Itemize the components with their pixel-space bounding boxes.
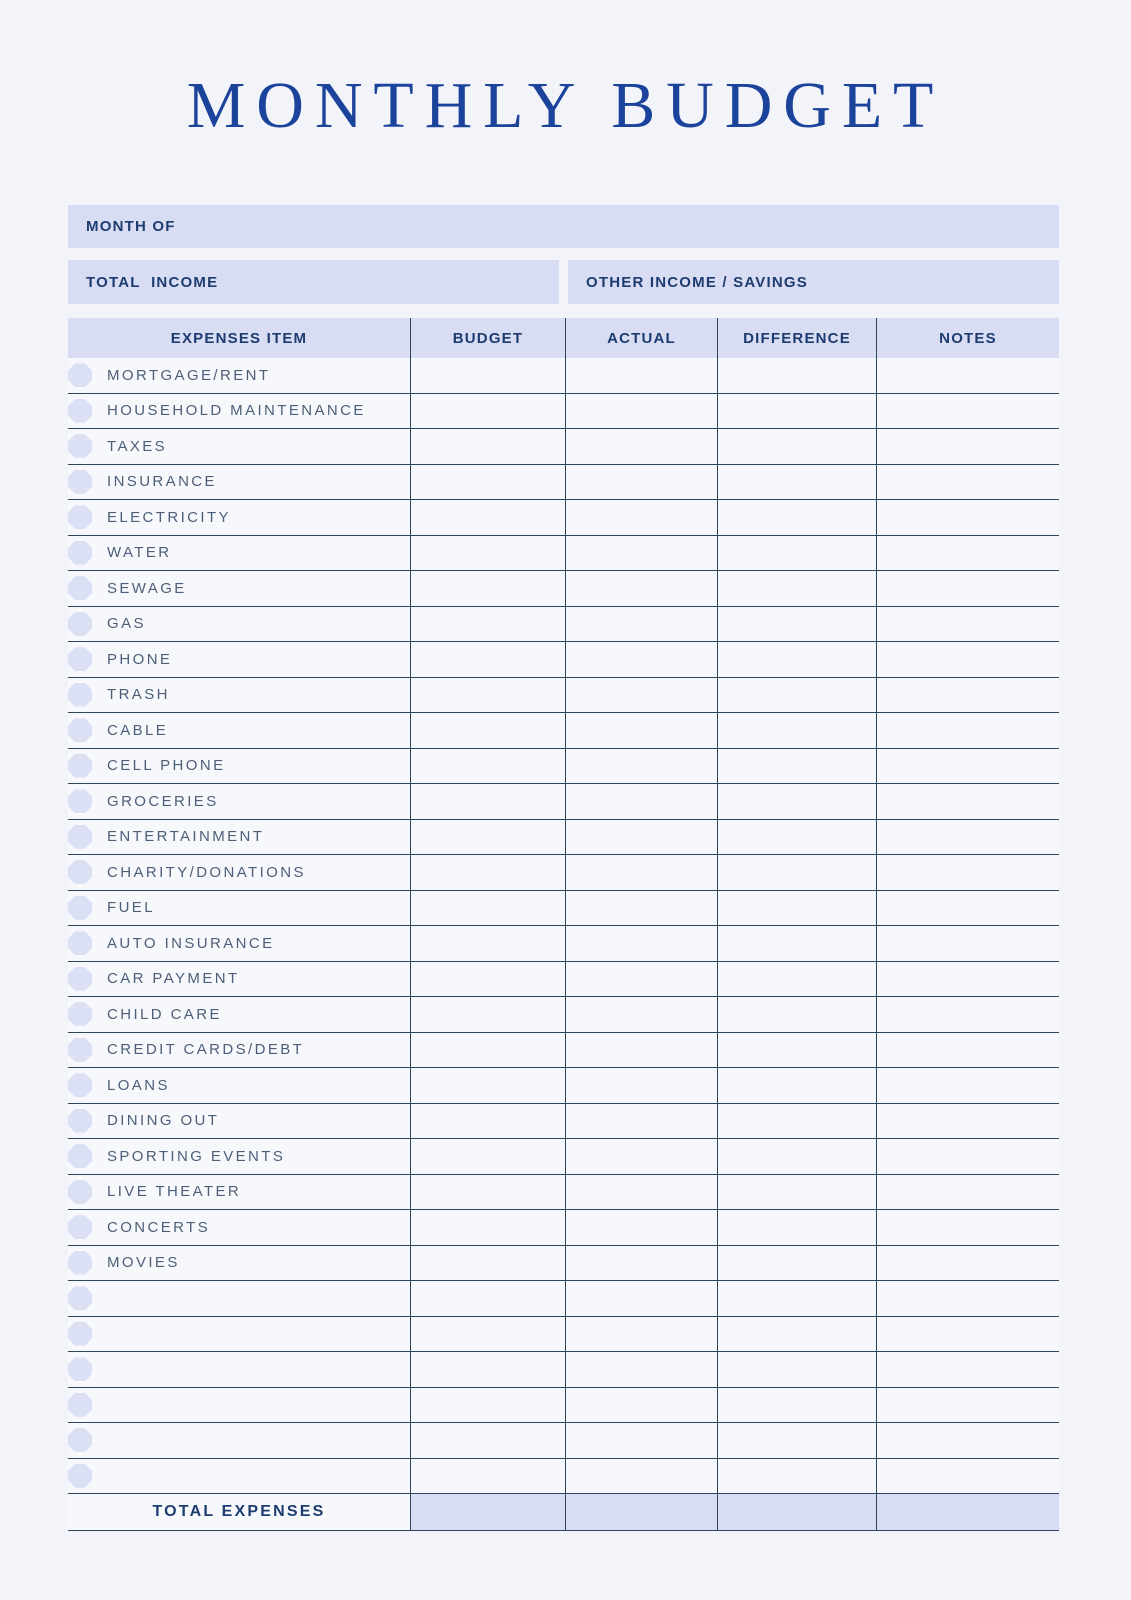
- expense-row: [68, 1175, 1059, 1211]
- table-header-row: [68, 318, 1059, 358]
- notes-cell[interactable]: [876, 1068, 1059, 1103]
- difference-cell[interactable]: [717, 1104, 876, 1139]
- bullet-icon: [68, 576, 92, 600]
- difference-cell[interactable]: [717, 429, 876, 464]
- expense-row: [68, 891, 1059, 927]
- bullet-icon: [68, 1109, 92, 1133]
- budget-cell[interactable]: [410, 571, 565, 606]
- notes-cell[interactable]: [876, 429, 1059, 464]
- expense-item-label: CAR PAYMENT: [107, 970, 240, 988]
- month-of-field[interactable]: [68, 205, 1059, 248]
- notes-cell[interactable]: [876, 891, 1059, 926]
- notes-cell[interactable]: [876, 926, 1059, 961]
- expense-item-label: CONCERTS: [107, 1218, 211, 1236]
- bullet-icon: [68, 1357, 92, 1381]
- notes-cell[interactable]: [876, 962, 1059, 997]
- notes-cell[interactable]: [876, 536, 1059, 571]
- budget-cell[interactable]: [410, 394, 565, 429]
- notes-cell[interactable]: [876, 642, 1059, 677]
- expense-row: [68, 571, 1059, 607]
- bullet-icon: [68, 683, 92, 707]
- expense-item-cell: [68, 536, 410, 571]
- difference-cell[interactable]: [717, 997, 876, 1032]
- actual-cell[interactable]: [565, 1033, 717, 1068]
- expense-item-label: FUEL: [107, 899, 155, 917]
- difference-cell[interactable]: [717, 607, 876, 642]
- expense-item-label: ELECTRICITY: [107, 508, 231, 526]
- expense-item-cell: [68, 891, 410, 926]
- expense-item-cell: [68, 465, 410, 500]
- budget-cell[interactable]: [410, 713, 565, 748]
- actual-cell[interactable]: [565, 855, 717, 890]
- notes-cell[interactable]: [876, 1104, 1059, 1139]
- difference-cell[interactable]: [717, 642, 876, 677]
- expense-row: [68, 1104, 1059, 1140]
- expense-item-cell: [68, 607, 410, 642]
- bullet-icon: [68, 896, 92, 920]
- bullet-icon: [68, 754, 92, 778]
- expense-row: [68, 713, 1059, 749]
- budget-cell[interactable]: [410, 678, 565, 713]
- expense-item-cell: [68, 749, 410, 784]
- expense-row: [68, 678, 1059, 714]
- actual-cell[interactable]: [565, 713, 717, 748]
- actual-cell[interactable]: [565, 1210, 717, 1245]
- expense-row: [68, 536, 1059, 572]
- actual-cell[interactable]: [565, 1352, 717, 1387]
- difference-cell[interactable]: [717, 713, 876, 748]
- header-budget: BUDGET: [410, 318, 565, 358]
- difference-cell[interactable]: [717, 926, 876, 961]
- actual-cell[interactable]: [565, 642, 717, 677]
- difference-cell[interactable]: [717, 1352, 876, 1387]
- budget-cell[interactable]: [410, 1175, 565, 1210]
- budget-cell[interactable]: [410, 1210, 565, 1245]
- bullet-icon: [68, 1322, 92, 1346]
- expenses-table: [68, 318, 1059, 1531]
- expense-item-label: GAS: [107, 615, 146, 633]
- budget-cell[interactable]: [410, 429, 565, 464]
- actual-cell[interactable]: [565, 607, 717, 642]
- difference-cell[interactable]: [717, 465, 876, 500]
- expense-row: [68, 358, 1059, 394]
- bullet-icon: [68, 1144, 92, 1168]
- expense-row: [68, 997, 1059, 1033]
- actual-cell[interactable]: [565, 784, 717, 819]
- notes-cell[interactable]: [876, 1175, 1059, 1210]
- expense-item-label: DINING OUT: [107, 1112, 220, 1130]
- expense-item-label: ENTERTAINMENT: [107, 828, 265, 846]
- expense-row-empty: [68, 1281, 1059, 1317]
- table-body: [68, 358, 1059, 1494]
- expense-item-cell: [68, 678, 410, 713]
- notes-cell[interactable]: [876, 1423, 1059, 1458]
- expense-item-cell: [68, 500, 410, 535]
- budget-cell[interactable]: [410, 1281, 565, 1316]
- expense-item-label: HOUSEHOLD MAINTENANCE: [107, 402, 366, 420]
- total-difference-cell[interactable]: [717, 1494, 876, 1530]
- difference-cell[interactable]: [717, 962, 876, 997]
- notes-cell[interactable]: [876, 571, 1059, 606]
- budget-cell[interactable]: [410, 1033, 565, 1068]
- actual-cell[interactable]: [565, 1388, 717, 1423]
- notes-cell[interactable]: [876, 1459, 1059, 1494]
- bullet-icon: [68, 860, 92, 884]
- difference-cell[interactable]: [717, 678, 876, 713]
- budget-cell[interactable]: [410, 1246, 565, 1281]
- budget-cell[interactable]: [410, 749, 565, 784]
- actual-cell[interactable]: [565, 394, 717, 429]
- expense-item-cell[interactable]: [68, 1459, 410, 1494]
- expense-row-empty: [68, 1352, 1059, 1388]
- notes-cell[interactable]: [876, 855, 1059, 890]
- expense-item-cell: [68, 1068, 410, 1103]
- expense-row: [68, 855, 1059, 891]
- notes-cell[interactable]: [876, 749, 1059, 784]
- bullet-icon: [68, 967, 92, 991]
- difference-cell[interactable]: [717, 1423, 876, 1458]
- budget-cell[interactable]: [410, 891, 565, 926]
- month-of-label: MONTH OF: [86, 218, 176, 235]
- expense-row: [68, 465, 1059, 501]
- expense-item-cell: [68, 1175, 410, 1210]
- actual-cell[interactable]: [565, 749, 717, 784]
- actual-cell[interactable]: [565, 571, 717, 606]
- expense-row: [68, 926, 1059, 962]
- actual-cell[interactable]: [565, 1459, 717, 1494]
- expense-item-cell: [68, 926, 410, 961]
- header-difference: DIFFERENCE: [717, 318, 876, 358]
- expense-item-cell: [68, 1210, 410, 1245]
- other-income-label: OTHER INCOME / SAVINGS: [586, 273, 808, 291]
- expense-row: [68, 1139, 1059, 1175]
- difference-cell[interactable]: [717, 1175, 876, 1210]
- difference-cell[interactable]: [717, 1317, 876, 1352]
- expense-item-label: CELL PHONE: [107, 757, 226, 775]
- difference-cell[interactable]: [717, 820, 876, 855]
- expense-row-empty: [68, 1388, 1059, 1424]
- bullet-icon: [68, 1428, 92, 1452]
- notes-cell[interactable]: [876, 997, 1059, 1032]
- difference-cell[interactable]: [717, 784, 876, 819]
- actual-cell[interactable]: [565, 1175, 717, 1210]
- difference-cell[interactable]: [717, 536, 876, 571]
- expense-row-empty: [68, 1423, 1059, 1459]
- bullet-icon: [68, 1251, 92, 1275]
- bullet-icon: [68, 1286, 92, 1310]
- difference-cell[interactable]: [717, 1068, 876, 1103]
- notes-cell[interactable]: [876, 678, 1059, 713]
- expense-item-label: TAXES: [107, 437, 168, 455]
- notes-cell[interactable]: [876, 1033, 1059, 1068]
- expense-item-cell[interactable]: [68, 1281, 410, 1316]
- bullet-icon: [68, 1393, 92, 1417]
- total-expenses-label: TOTAL EXPENSES: [152, 1502, 326, 1520]
- expense-item-cell: [68, 855, 410, 890]
- header-actual: ACTUAL: [565, 318, 717, 358]
- budget-cell[interactable]: [410, 1459, 565, 1494]
- expense-item-label: CHARITY/DONATIONS: [107, 863, 306, 881]
- actual-cell[interactable]: [565, 926, 717, 961]
- bullet-icon: [68, 434, 92, 458]
- expense-item-cell: [68, 784, 410, 819]
- actual-cell[interactable]: [565, 962, 717, 997]
- total-notes-cell[interactable]: [876, 1494, 1059, 1530]
- expense-item-cell: [68, 820, 410, 855]
- budget-cell[interactable]: [410, 536, 565, 571]
- difference-cell[interactable]: [717, 571, 876, 606]
- difference-cell[interactable]: [717, 1139, 876, 1174]
- difference-cell[interactable]: [717, 1033, 876, 1068]
- expense-row: [68, 1246, 1059, 1282]
- budget-cell[interactable]: [410, 1317, 565, 1352]
- notes-cell[interactable]: [876, 1139, 1059, 1174]
- actual-cell[interactable]: [565, 820, 717, 855]
- expense-item-cell: [68, 642, 410, 677]
- expense-item-cell: [68, 571, 410, 606]
- actual-cell[interactable]: [565, 429, 717, 464]
- budget-cell[interactable]: [410, 1352, 565, 1387]
- difference-cell[interactable]: [717, 1210, 876, 1245]
- other-income-field[interactable]: [568, 260, 1059, 304]
- actual-cell[interactable]: [565, 1139, 717, 1174]
- bullet-icon: [68, 612, 92, 636]
- bullet-icon: [68, 647, 92, 671]
- expense-item-label: LOANS: [107, 1076, 170, 1094]
- budget-cell[interactable]: [410, 855, 565, 890]
- bullet-icon: [68, 505, 92, 529]
- expense-row: [68, 500, 1059, 536]
- actual-cell[interactable]: [565, 465, 717, 500]
- bullet-icon: [68, 931, 92, 955]
- expense-item-label: MOVIES: [107, 1254, 180, 1272]
- actual-cell[interactable]: [565, 1246, 717, 1281]
- expense-item-cell[interactable]: [68, 1423, 410, 1458]
- notes-cell[interactable]: [876, 1352, 1059, 1387]
- notes-cell[interactable]: [876, 1317, 1059, 1352]
- expense-item-label: SPORTING EVENTS: [107, 1147, 286, 1165]
- budget-cell[interactable]: [410, 607, 565, 642]
- notes-cell[interactable]: [876, 1210, 1059, 1245]
- difference-cell[interactable]: [717, 1388, 876, 1423]
- bullet-icon: [68, 399, 92, 423]
- expense-item-cell[interactable]: [68, 1352, 410, 1387]
- actual-cell[interactable]: [565, 997, 717, 1032]
- actual-cell[interactable]: [565, 1423, 717, 1458]
- expense-row: [68, 820, 1059, 856]
- actual-cell[interactable]: [565, 500, 717, 535]
- budget-cell[interactable]: [410, 926, 565, 961]
- difference-cell[interactable]: [717, 500, 876, 535]
- total-expenses-row: [68, 1494, 1059, 1531]
- total-income-field[interactable]: [68, 260, 559, 304]
- actual-cell[interactable]: [565, 1104, 717, 1139]
- difference-cell[interactable]: [717, 394, 876, 429]
- expense-item-cell: [68, 713, 410, 748]
- expense-item-cell: [68, 394, 410, 429]
- budget-cell[interactable]: [410, 500, 565, 535]
- expense-row-empty: [68, 1459, 1059, 1495]
- difference-cell[interactable]: [717, 1246, 876, 1281]
- expense-item-label: CHILD CARE: [107, 1005, 222, 1023]
- bullet-icon: [68, 1464, 92, 1488]
- bullet-icon: [68, 718, 92, 742]
- difference-cell[interactable]: [717, 1459, 876, 1494]
- expense-item-label: INSURANCE: [107, 473, 217, 491]
- notes-cell[interactable]: [876, 500, 1059, 535]
- budget-cell[interactable]: [410, 358, 565, 393]
- bullet-icon: [68, 470, 92, 494]
- notes-cell[interactable]: [876, 358, 1059, 393]
- total-income-label: TOTAL INCOME: [86, 273, 219, 291]
- expense-item-cell[interactable]: [68, 1388, 410, 1423]
- income-section: [68, 260, 1059, 304]
- page-title: MONTHLY BUDGET: [186, 69, 945, 142]
- notes-cell[interactable]: [876, 465, 1059, 500]
- bullet-icon: [68, 1215, 92, 1239]
- header-notes: NOTES: [876, 318, 1059, 358]
- expense-item-cell: [68, 1104, 410, 1139]
- bullet-icon: [68, 1073, 92, 1097]
- budget-cell[interactable]: [410, 1104, 565, 1139]
- expense-item-label: GROCERIES: [107, 792, 219, 810]
- budget-cell[interactable]: [410, 642, 565, 677]
- expense-row: [68, 429, 1059, 465]
- expense-row: [68, 1033, 1059, 1069]
- budget-cell[interactable]: [410, 1423, 565, 1458]
- actual-cell[interactable]: [565, 1068, 717, 1103]
- budget-cell[interactable]: [410, 465, 565, 500]
- bullet-icon: [68, 541, 92, 565]
- expense-item-cell: [68, 962, 410, 997]
- actual-cell[interactable]: [565, 1281, 717, 1316]
- expense-item-cell: [68, 1246, 410, 1281]
- budget-cell[interactable]: [410, 1139, 565, 1174]
- notes-cell[interactable]: [876, 784, 1059, 819]
- expense-item-cell: [68, 1139, 410, 1174]
- budget-cell[interactable]: [410, 820, 565, 855]
- expense-item-cell: [68, 1033, 410, 1068]
- difference-cell[interactable]: [717, 358, 876, 393]
- expense-item-cell: [68, 997, 410, 1032]
- expense-item-label: TRASH: [107, 686, 170, 704]
- expense-item-label: CREDIT CARDS/DEBT: [107, 1041, 305, 1059]
- expense-row-empty: [68, 1317, 1059, 1353]
- notes-cell[interactable]: [876, 1388, 1059, 1423]
- bullet-icon: [68, 1002, 92, 1026]
- expense-row: [68, 1210, 1059, 1246]
- difference-cell[interactable]: [717, 749, 876, 784]
- expense-row: [68, 784, 1059, 820]
- budget-cell[interactable]: [410, 1388, 565, 1423]
- expense-item-label: MORTGAGE/RENT: [107, 366, 271, 384]
- notes-cell[interactable]: [876, 1246, 1059, 1281]
- budget-cell[interactable]: [410, 784, 565, 819]
- actual-cell[interactable]: [565, 1317, 717, 1352]
- bullet-icon: [68, 363, 92, 387]
- expense-item-cell: [68, 429, 410, 464]
- expense-item-label: CABLE: [107, 721, 169, 739]
- notes-cell[interactable]: [876, 713, 1059, 748]
- expense-item-label: WATER: [107, 544, 172, 562]
- expense-row: [68, 607, 1059, 643]
- expense-row: [68, 962, 1059, 998]
- expense-row: [68, 642, 1059, 678]
- actual-cell[interactable]: [565, 358, 717, 393]
- notes-cell[interactable]: [876, 1281, 1059, 1316]
- difference-cell[interactable]: [717, 855, 876, 890]
- expense-item-label: PHONE: [107, 650, 173, 668]
- notes-cell[interactable]: [876, 607, 1059, 642]
- expense-item-label: AUTO INSURANCE: [107, 934, 275, 952]
- budget-cell[interactable]: [410, 997, 565, 1032]
- expense-item-label: LIVE THEATER: [107, 1183, 242, 1201]
- difference-cell[interactable]: [717, 891, 876, 926]
- expense-item-label: SEWAGE: [107, 579, 187, 597]
- notes-cell[interactable]: [876, 394, 1059, 429]
- expense-row: [68, 749, 1059, 785]
- budget-cell[interactable]: [410, 962, 565, 997]
- total-budget-cell[interactable]: [410, 1494, 565, 1530]
- expense-item-cell[interactable]: [68, 1317, 410, 1352]
- expense-item-cell: [68, 358, 410, 393]
- actual-cell[interactable]: [565, 891, 717, 926]
- difference-cell[interactable]: [717, 1281, 876, 1316]
- expense-row: [68, 394, 1059, 430]
- budget-cell[interactable]: [410, 1068, 565, 1103]
- bullet-icon: [68, 825, 92, 849]
- actual-cell[interactable]: [565, 536, 717, 571]
- total-actual-cell[interactable]: [565, 1494, 717, 1530]
- bullet-icon: [68, 1038, 92, 1062]
- bullet-icon: [68, 789, 92, 813]
- notes-cell[interactable]: [876, 820, 1059, 855]
- header-expenses-item: EXPENSES ITEM: [170, 329, 308, 347]
- actual-cell[interactable]: [565, 678, 717, 713]
- bullet-icon: [68, 1180, 92, 1204]
- expense-row: [68, 1068, 1059, 1104]
